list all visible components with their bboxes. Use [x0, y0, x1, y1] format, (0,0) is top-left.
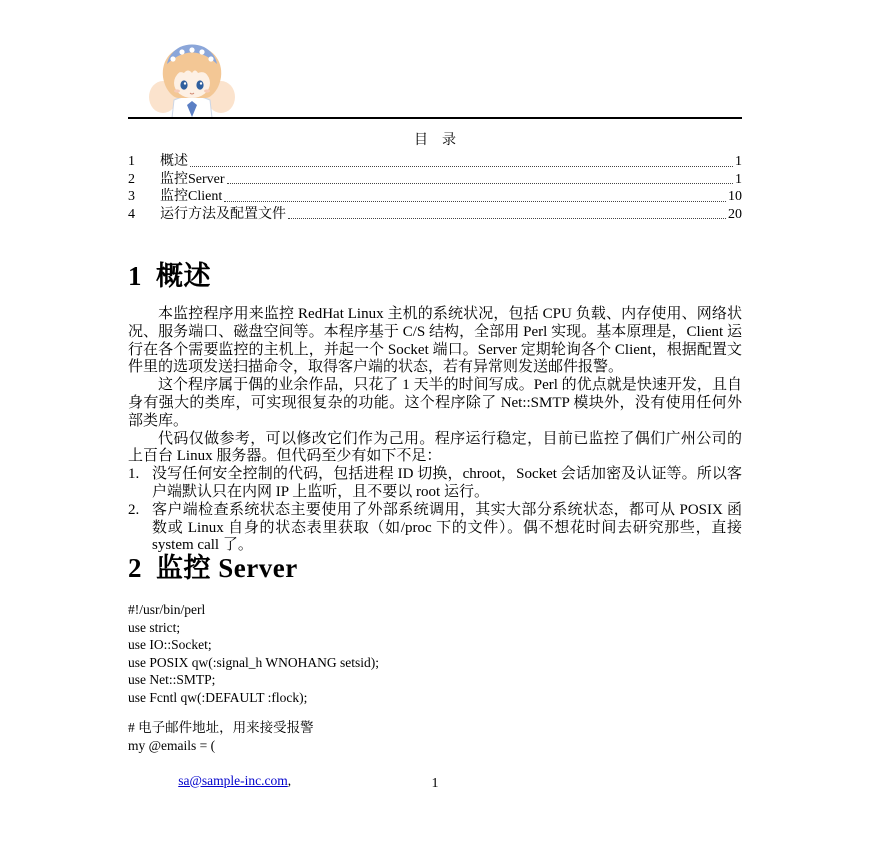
section-1-title: 概述	[156, 261, 211, 291]
code-line: #!/usr/bin/perl	[128, 602, 206, 617]
anime-girl-icon	[148, 40, 236, 118]
toc-entry-number: 3	[128, 189, 135, 204]
code-line: use strict;	[128, 619, 181, 635]
toc-title: 目 录	[414, 133, 456, 148]
toc-entry-page: 10	[728, 189, 742, 204]
list-item-text: 客户端检查系统状态主要使用了外部系统调用，其实大部分系统状态，都可从 POSIX 函数或 Linux 自身的状态表里获取（如/proc 下的文件）。偶不想花时间去研究那些，直接 system call 了。	[152, 501, 742, 554]
section-2-title: 监控 Server	[156, 553, 298, 583]
code-line: use Fcntl qw(:DEFAULT :flock);	[128, 689, 308, 705]
section-1-body	[128, 306, 742, 555]
toc-entry-number: 2	[128, 171, 135, 187]
code-line: my @emails = (	[128, 737, 216, 753]
toc-entry[interactable]	[128, 188, 742, 206]
toc-entry-title: 概述	[160, 154, 188, 169]
section-2-heading	[128, 552, 742, 584]
page-number: 1	[431, 776, 439, 791]
section-1-heading	[128, 260, 742, 292]
code-line: use Net::SMTP;	[128, 672, 216, 687]
toc-entry-page: 1	[735, 154, 742, 169]
code-line: use IO::Socket;	[128, 637, 212, 652]
toc-entry-title: 监控Client	[160, 189, 223, 204]
code-blank-line	[128, 706, 742, 719]
email-address-link[interactable]: sa@sample-inc.com	[178, 772, 288, 788]
toc-dot-leader	[288, 218, 726, 219]
toc-dot-leader	[224, 201, 726, 202]
toc-dot-leader	[227, 183, 733, 184]
toc-entry-page: 20	[728, 206, 742, 222]
toc-entry[interactable]	[128, 171, 742, 189]
overview-paragraph: 本监控程序用来监控 RedHat Linux 主机的系统状况，包括 CPU 负载、内存使用、网络状况、服务端口、磁盘空间等。本程序基于 C/S 结构，全部用 Perl 实现。基本原理是，Client 运行在各个需要监控的主机上，并起一个 Socket 端口。Server 定期轮询各个 Client，根据配置文件里的选项发送扫描命令，取得客户端的状态，若有异常则发送邮件报警。	[128, 306, 742, 376]
list-item	[128, 502, 742, 555]
overview-paragraph: 代码仅做参考，可以修改它们作为己用。程序运行稳定，目前已监控了偶们广州公司的上百台 Linux 服务器。但代码至少有如下不足：	[128, 430, 742, 465]
anime-girl-logo-image	[148, 40, 236, 118]
list-item-number: 2.	[128, 501, 140, 518]
email-line-comma: ,	[287, 772, 292, 788]
section-2-number: 2	[128, 553, 142, 583]
toc-dot-leader	[190, 166, 733, 167]
code-line: use POSIX qw(:signal_h WNOHANG setsid);	[128, 654, 379, 670]
header-divider-rule	[128, 117, 742, 119]
toc-entry-number: 4	[128, 206, 135, 222]
toc-entry-page: 1	[735, 171, 742, 187]
toc-entry-number: 1	[128, 154, 135, 169]
toc-entry[interactable]	[128, 153, 742, 171]
overview-paragraph: 这个程序属于偶的业余作品，只花了 1 天半的时间写成。Perl 的优点就是快速开发，且自身有强大的类库，可实现很复杂的功能。这个程序除了 Net::SMTP 模块外，没有使用任何外部类库。	[128, 377, 742, 429]
shortcomings-list	[128, 466, 742, 555]
toc-entry[interactable]	[128, 206, 742, 224]
list-item-text: 没写任何安全控制的代码，包括进程 ID 切换，chroot，Socket 会话加密及认证等。所以客户端默认只在内网 IP 上监听，且不要以 root 运行。	[152, 466, 742, 500]
table-of-contents	[128, 133, 742, 223]
section-1-number: 1	[128, 261, 142, 291]
list-item	[128, 466, 742, 502]
toc-entry-title: 运行方法及配置文件	[160, 206, 286, 222]
code-comment-line: # 电子邮件地址，用来接受报警	[128, 720, 314, 735]
toc-entry-title: 监控Server	[160, 171, 225, 187]
list-item-number: 1.	[128, 466, 140, 483]
